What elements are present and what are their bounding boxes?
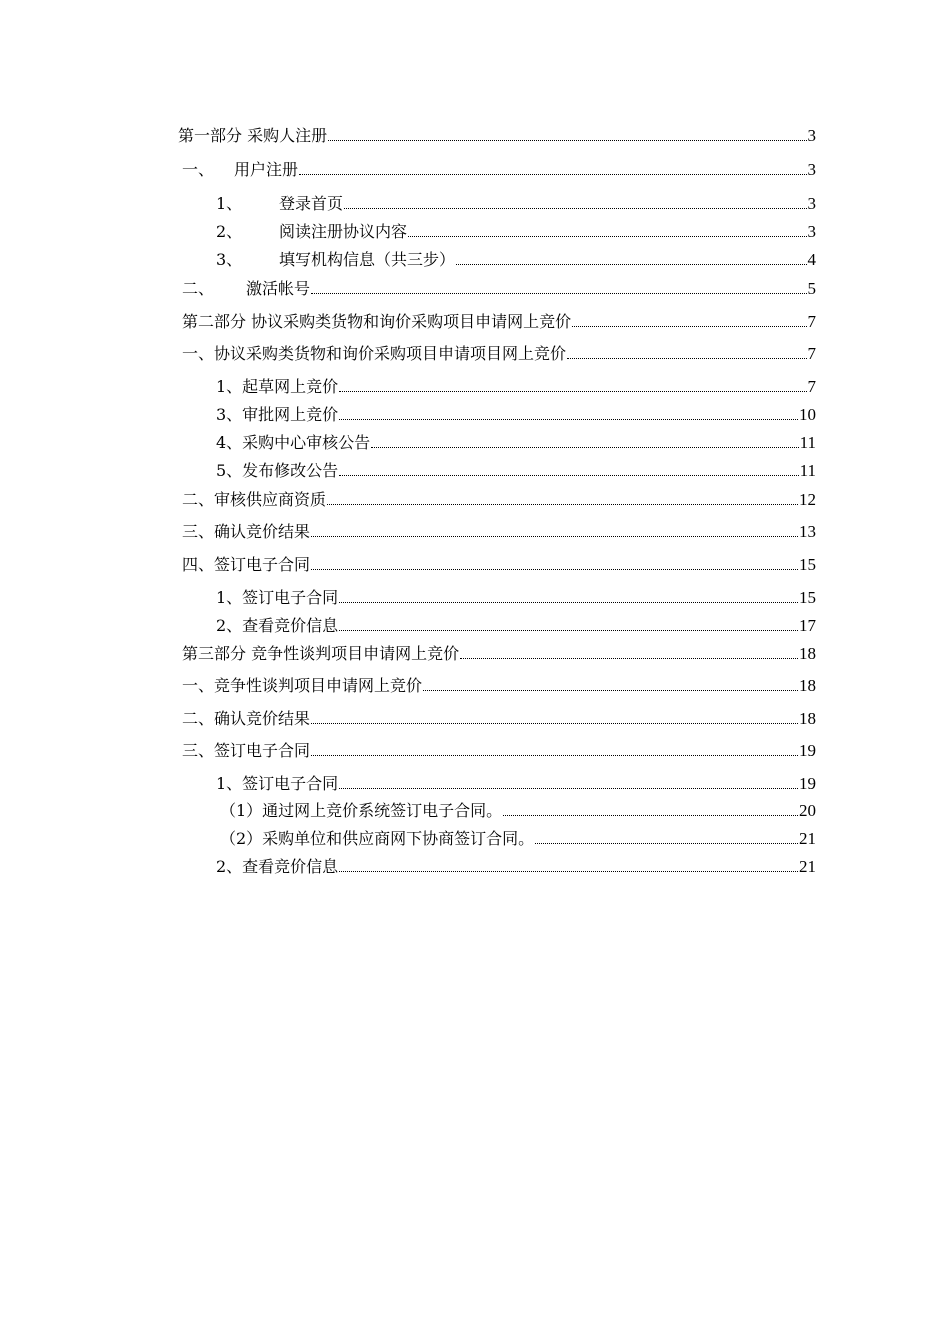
toc-entry-confirm-result[interactable] <box>182 520 816 542</box>
toc-entry-number: 3、 <box>216 250 243 269</box>
toc-entry-view-bid-info-3[interactable] <box>216 855 816 877</box>
dot-leader <box>299 174 806 175</box>
toc-entry-section-2-1[interactable] <box>182 342 816 364</box>
toc-entry-title: 4、采购中心审核公告 <box>216 433 371 452</box>
toc-entry-user-registration[interactable] <box>182 158 816 180</box>
dot-leader <box>460 658 798 659</box>
toc-entry-page: 11 <box>799 433 816 452</box>
dot-leader <box>339 871 798 872</box>
toc-entry-confirm-result-3[interactable] <box>182 707 816 729</box>
toc-entry-draft-bid[interactable] <box>216 375 816 397</box>
toc-entry-page: 3 <box>807 222 816 241</box>
toc-entry-page: 11 <box>799 461 816 480</box>
toc-entry-title: 登录首页 <box>279 194 344 213</box>
toc-entry-title: 2、查看竞价信息 <box>216 616 339 635</box>
dot-leader <box>572 326 806 327</box>
toc-entry-page: 3 <box>807 194 816 213</box>
toc-entry-page: 15 <box>799 555 816 574</box>
dot-leader <box>327 504 798 505</box>
dot-leader <box>535 843 798 844</box>
toc-entry-approve-bid[interactable] <box>216 403 816 425</box>
toc-entry-login-home[interactable] <box>216 192 816 214</box>
toc-entry-review-notice[interactable] <box>216 431 816 453</box>
dot-leader <box>339 630 798 631</box>
toc-entry-title: （2）采购单位和供应商网下协商签订合同。 <box>220 829 535 848</box>
dot-leader <box>311 723 798 724</box>
toc-entry-page: 18 <box>799 709 816 728</box>
toc-entry-page: 7 <box>807 312 816 331</box>
dot-leader <box>503 815 798 816</box>
toc-entry-sign-e-contract-3[interactable] <box>216 772 816 794</box>
toc-entry-view-bid-info[interactable] <box>216 614 816 636</box>
toc-entry-page: 10 <box>799 405 816 424</box>
toc-entry-title: 三、签订电子合同 <box>182 741 311 760</box>
toc-entry-sign-contract[interactable] <box>182 553 816 575</box>
dot-leader <box>371 447 798 448</box>
toc-entry-title: 阅读注册协议内容 <box>279 222 408 241</box>
toc-entry-title: 第三部分 竞争性谈判项目申请网上竞价 <box>182 644 460 663</box>
dot-leader <box>311 755 798 756</box>
dot-leader <box>339 602 798 603</box>
toc-entry-part-3[interactable] <box>182 642 816 664</box>
toc-entry-title: （1）通过网上竞价系统签订电子合同。 <box>220 801 503 820</box>
toc-entry-title: 1、签订电子合同 <box>216 588 339 607</box>
toc-entry-negotiation-bid[interactable] <box>182 674 816 696</box>
toc-entry-title: 5、发布修改公告 <box>216 461 339 480</box>
toc-entry-number: 一、 <box>182 160 215 179</box>
toc-entry-page: 12 <box>799 490 816 509</box>
toc-entry-sign-contract-3[interactable] <box>182 739 816 761</box>
toc-entry-page: 21 <box>799 857 816 876</box>
toc-entry-title: 激活帐号 <box>246 279 311 298</box>
dot-leader <box>456 264 806 265</box>
toc-entry-page: 15 <box>799 588 816 607</box>
dot-leader <box>339 788 798 789</box>
dot-leader <box>408 236 806 237</box>
toc-entry-page: 17 <box>799 616 816 635</box>
toc-entry-page: 13 <box>799 522 816 541</box>
dot-leader <box>339 475 798 476</box>
toc-entry-title: 用户注册 <box>234 160 299 179</box>
toc-entry-read-agreement[interactable] <box>216 220 816 242</box>
dot-leader <box>567 358 806 359</box>
toc-entry-title: 1、签订电子合同 <box>216 774 339 793</box>
toc-entry-part-1[interactable] <box>178 124 816 146</box>
toc-entry-page: 20 <box>799 801 816 820</box>
toc-entry-activate-account[interactable] <box>182 277 816 299</box>
toc-entry-page: 7 <box>807 344 816 363</box>
dot-leader <box>328 140 806 141</box>
toc-entry-page: 19 <box>799 741 816 760</box>
toc-entry-page: 19 <box>799 774 816 793</box>
toc-entry-number: 2、 <box>216 222 243 241</box>
toc-entry-online-contract[interactable] <box>220 799 816 821</box>
toc-entry-title: 填写机构信息（共三步） <box>279 250 456 269</box>
toc-entry-title: 四、签订电子合同 <box>182 555 311 574</box>
dot-leader <box>339 419 798 420</box>
toc-entry-page: 5 <box>807 279 816 298</box>
toc-entry-page: 7 <box>807 377 816 396</box>
dot-leader <box>344 208 806 209</box>
toc-entry-title: 1、起草网上竞价 <box>216 377 339 396</box>
toc-entry-page: 18 <box>799 676 816 695</box>
toc-entry-title: 二、审核供应商资质 <box>182 490 327 509</box>
dot-leader <box>311 293 806 294</box>
toc-entry-title: 3、审批网上竞价 <box>216 405 339 424</box>
toc-entry-offline-contract[interactable] <box>220 827 816 849</box>
toc-entry-title: 一、协议采购类货物和询价采购项目申请项目网上竞价 <box>182 344 567 363</box>
toc-entry-page: 3 <box>807 126 816 145</box>
toc-entry-part-2[interactable] <box>182 310 816 332</box>
toc-entry-page: 4 <box>807 250 816 269</box>
toc-entry-title: 2、查看竞价信息 <box>216 857 339 876</box>
toc-entry-page: 3 <box>807 160 816 179</box>
toc-entry-publish-amendment[interactable] <box>216 459 816 481</box>
toc-entry-title: 二、确认竞价结果 <box>182 709 311 728</box>
dot-leader <box>423 690 798 691</box>
toc-entry-number: 1、 <box>216 194 243 213</box>
toc-entry-sign-e-contract[interactable] <box>216 586 816 608</box>
dot-leader <box>311 569 798 570</box>
toc-entry-title: 第二部分 协议采购类货物和询价采购项目申请网上竞价 <box>182 312 572 331</box>
toc-entry-review-supplier[interactable] <box>182 488 816 510</box>
dot-leader <box>339 391 806 392</box>
toc-entry-page: 21 <box>799 829 816 848</box>
toc-entry-page: 18 <box>799 644 816 663</box>
toc-entry-title: 一、竞争性谈判项目申请网上竞价 <box>182 676 423 695</box>
toc-entry-title: 第一部分 采购人注册 <box>178 126 328 145</box>
toc-entry-title: 三、确认竞价结果 <box>182 522 311 541</box>
toc-entry-number: 二、 <box>182 279 215 298</box>
toc-entry-fill-org-info[interactable] <box>216 248 816 270</box>
dot-leader <box>311 536 798 537</box>
